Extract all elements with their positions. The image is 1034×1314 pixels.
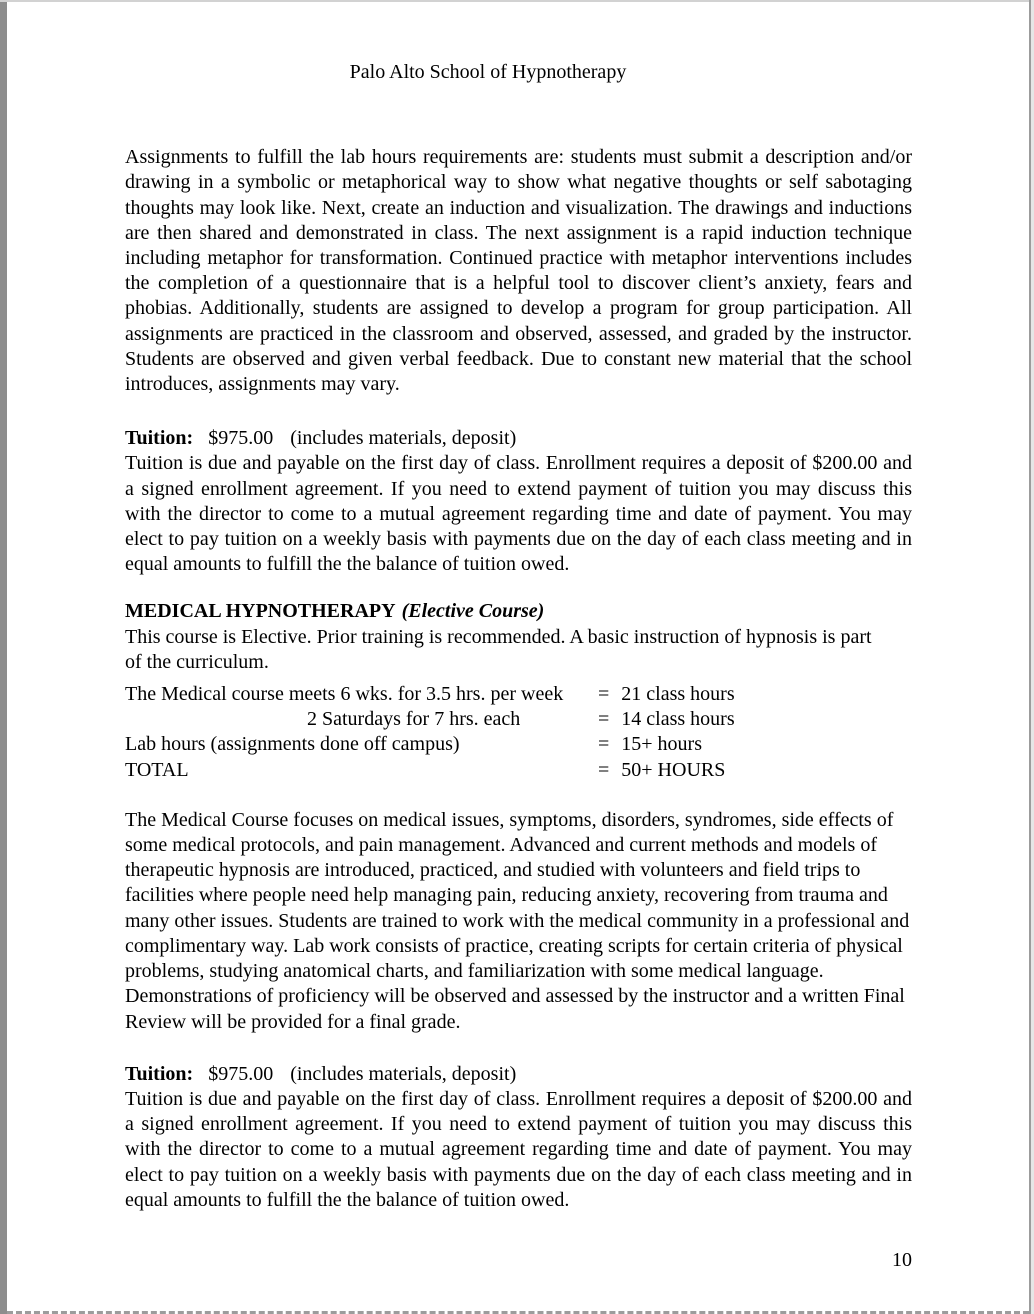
tuition-paragraph-1: Tuition is due and payable on the first day of class. Enrollment requires a deposit of $200.00 and a signed enrollment agreement. If you need to extend payment of tuition you may discuss this with the director to come to a mutual agreement regarding time and date of payment. You may elect to pay tuition on a weekly basis with payments due on the day of each class meeting and in equal amounts to fulfill the the balance of tuition owed.: [125, 452, 912, 576]
hours-row-value: 15+ hours: [621, 733, 703, 756]
table-row: [125, 707, 912, 732]
hours-row-value: 14 class hours: [621, 708, 735, 731]
tuition-amount: $975.00: [208, 1062, 274, 1085]
page-left-edge: [0, 2, 7, 1314]
tuition-paragraph-2: Tuition is due and payable on the first day of class. Enrollment requires a deposit of $200.00 and a signed enrollment agreement. If you need to extend payment of tuition you may discuss this with the director to come to a mutual agreement regarding time and date of payment. You may elect to pay tuition on a weekly basis with payments due on the day of each class meeting and in equal amounts to fulfill the the balance of tuition owed.: [125, 1087, 912, 1211]
tuition-amount: $975.00: [208, 427, 274, 450]
table-row: [125, 758, 912, 783]
medical-hypnotherapy-heading: [125, 599, 912, 624]
medical-hours-table: [125, 682, 912, 783]
page-right-edge: [1029, 0, 1031, 1314]
page-number: 10: [892, 1248, 912, 1271]
medical-heading-text: MEDICAL HYPNOTHERAPY: [125, 600, 396, 623]
medical-intro-paragraph: This course is Elective. Prior training is recommended. A basic instruction of hypnosis is part of the curriculum.: [125, 625, 872, 673]
table-row: [125, 682, 912, 707]
hours-row-label: Lab hours (assignments done off campus): [125, 733, 460, 756]
tuition-heading-1: [125, 426, 912, 451]
hours-row-label: The Medical course meets 6 wks. for 3.5 hrs. per week: [125, 683, 564, 706]
table-row: [125, 732, 912, 757]
hours-row-label: TOTAL: [125, 758, 189, 781]
equals-sign: =: [598, 708, 610, 731]
tuition-heading-2: [125, 1062, 912, 1087]
equals-sign: =: [598, 683, 610, 706]
tuition-label: Tuition:: [125, 1062, 194, 1085]
assignments-paragraph: Assignments to fulfill the lab hours requirements are: students must submit a description and/or drawing in a symbolic or metaphorical way to show what negative thoughts or self sabotaging thoughts may look like. Next, create an induction and visualization. The drawings and inductions are then shared and demonstrated in class. The next assignment is a rapid induction technique including metaphor for transformation. Continued practice with metaphor interventions includes the completion of a questionnaire that is a helpful tool to discover client’s anxiety, fears and phobias. Additionally, students are assigned to develop a program for group participation. All assignments are practiced in the classroom and observed, assessed, and graded by the instructor. Students are observed and given verbal feedback. Due to constant new material that the school introduces, assignments may vary.: [125, 146, 912, 396]
tuition-label: Tuition:: [125, 427, 194, 450]
equals-sign: =: [598, 733, 610, 756]
page-title: Palo Alto School of Hypnotherapy: [349, 61, 627, 83]
elective-course-label: (Elective Course): [401, 600, 545, 623]
equals-sign: =: [598, 758, 610, 781]
medical-course-paragraph: The Medical Course focuses on medical issues, symptoms, disorders, syndromes, side effects of some medical protocols, and pain management. Advanced and current methods and models of therapeutic hypnosis are introduced, practiced, and studied with volunteers and field trips to facilities where people need help managing pain, reducing anxiety, recovering from trauma and many other issues. Students are trained to work with the medical community in a professional and complimentary way. Lab work consists of practice, creating scripts for certain criteria of physical problems, studying anatomical charts, and familiarization with some medical language. Demonstrations of proficiency will be observed and assessed by the instructor and a written Final Review will be provided for a final grade.: [125, 808, 910, 1033]
hours-row-value: 50+ HOURS: [621, 758, 726, 781]
tuition-note: (includes materials, deposit): [290, 427, 517, 450]
hours-row-value: 21 class hours: [621, 683, 735, 706]
tuition-note: (includes materials, deposit): [290, 1062, 517, 1085]
page-content: [125, 0, 912, 1273]
hours-row-label: 2 Saturdays for 7 hrs. each: [307, 708, 521, 731]
